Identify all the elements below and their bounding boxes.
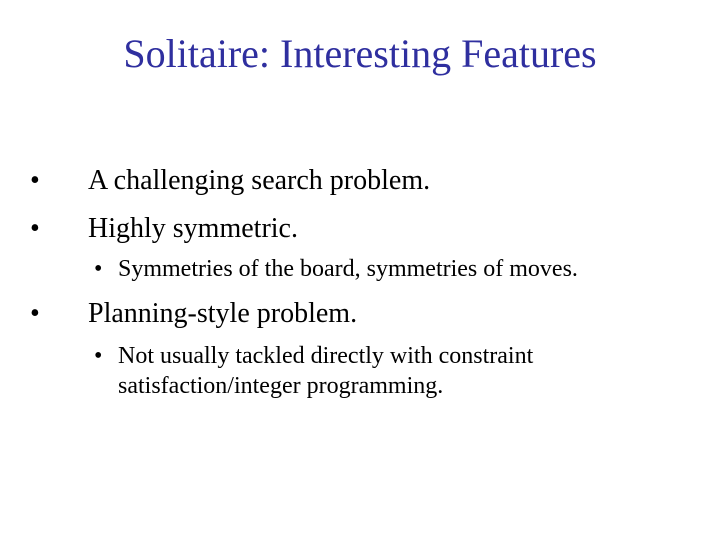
sub-bullet-item	[94, 254, 694, 284]
bullet-text: Not usually tackled directly with constraint satisfaction/integer programming.	[118, 343, 534, 399]
sub-bullet-item	[94, 341, 694, 401]
bullet-dot: •	[30, 298, 40, 329]
bullet-item	[30, 297, 690, 331]
bullet-dot: •	[94, 256, 103, 282]
bullet-item	[30, 164, 690, 198]
bullet-text: Planning-style problem.	[88, 298, 358, 329]
bullet-dot: •	[30, 213, 40, 244]
bullet-dot: •	[30, 165, 40, 196]
slide-title: Solitaire: Interesting Features	[123, 31, 597, 76]
bullet-item	[30, 212, 690, 246]
bullet-text: Symmetries of the board, symmetries of moves.	[118, 256, 578, 282]
bullet-text: A challenging search problem.	[88, 165, 431, 196]
bullet-dot: •	[94, 343, 103, 369]
bullet-text: Highly symmetric.	[88, 213, 298, 244]
